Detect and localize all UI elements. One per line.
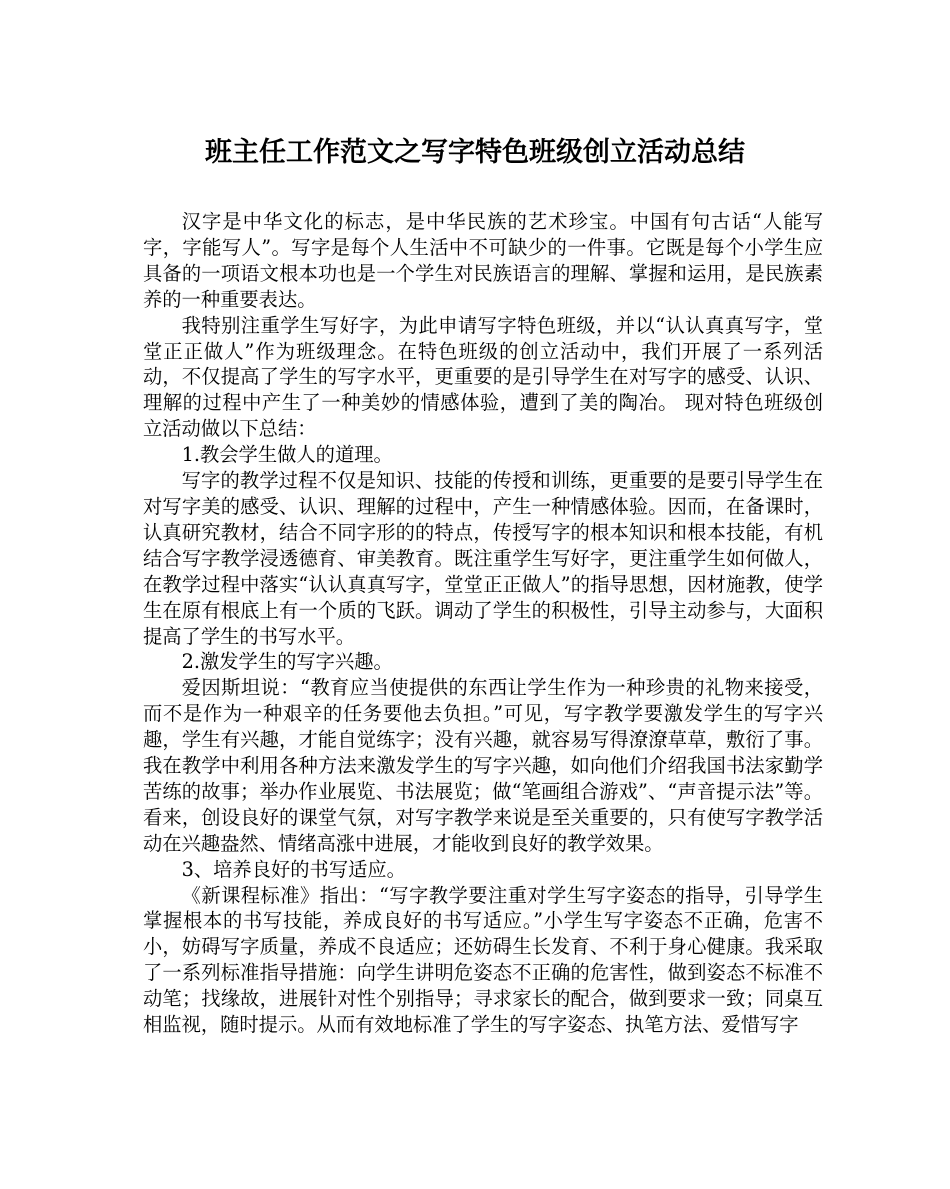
paragraph-class-concept: 我特别注重学生写好字，为此申请写字特色班级，并以“认认真真写字，堂堂正正做人”作为班级理念。在特色班级的创立活动中，我们开展了一系列活动，不仅提高了学生的写字水平，更重要的是引导学生在对写字的感受、认识、理解的过程中产生了一种美妙的情感体验，遭到了美的陶冶。 现对特色班级创立活动做以下总结：: [143, 313, 823, 441]
paragraph-section-2: 爱因斯坦说：“教育应当使提供的东西让学生作为一种珍贵的礼物来接受，而不是作为一种艰辛的任务要他去负担。”可见，写字教学要激发学生的写字兴趣，学生有兴趣，才能自觉练字；没有兴趣，就容易写得潦潦草草，敷衍了事。我在教学中利用各种方法来激发学生的写字兴趣，如向他们介绍我国书法家勤学苦练的故事；举办作业展览、书法展览；做“笔画组合游戏”、“声音提示法”等。看来，创设良好的课堂气氛，对写字教学来说是至关重要的，只有使写字教学活动在兴趣盎然、情绪高涨中进展，才能收到良好的教学效果。: [143, 676, 823, 855]
section-heading-1: 1.教会学生做人的道理。: [181, 443, 393, 467]
paragraph-section-1: 写字的教学过程不仅是知识、技能的传授和训练，更重要的是要引导学生在对写字美的感受、认识、理解的过程中，产生一种情感体验。因而，在备课时，认真研究教材，结合不同字形的的特点，传授写字的根本知识和根本技能，有机结合写字教学浸透德育、审美教育。既注重学生写好字，更注重学生如何做人，在教学过程中落实“认认真真写字，堂堂正正做人”的指导思想，因材施教，使学生在原有根底上有一个质的飞跃。调动了学生的积极性，引导主动参与，大面积提高了学生的书写水平。: [143, 469, 823, 648]
section-heading-2: 2.激发学生的写字兴趣。: [181, 650, 393, 674]
document-body: [143, 209, 823, 1038]
paragraph-section-3: 《新课程标准》指出：“写字教学要注重对学生写字姿态的指导，引导学生掌握根本的书写技能，养成良好的书写适应。”小学生写字姿态不正确，危害不小，妨碍写字质量，养成不良适应；还妨碍生长发育、不利于身心健康。我采取了一系列标准指导措施：向学生讲明危姿态不正确的危害性，做到姿态不标准不动笔；找缘故，进展针对性个别指导；寻求家长的配合，做到要求一致；同桌互相监视，随时提示。从而有效地标准了学生的写字姿态、执笔方法、爱惜写字: [143, 883, 823, 1037]
paragraph-intro: 汉字是中华文化的标志，是中华民族的艺术珍宝。中国有句古话“人能写字，字能写人”。写字是每个人生活中不可缺少的一件事。它既是每个小学生应具备的一项语文根本功也是一个学生对民族语言的理解、掌握和运用，是民族素养的一种重要表达。: [143, 210, 823, 311]
document-title: 班主任工作范文之写字特色班级创立活动总结: [205, 137, 745, 168]
section-heading-3: 3、培养良好的书写适应。: [181, 857, 406, 881]
